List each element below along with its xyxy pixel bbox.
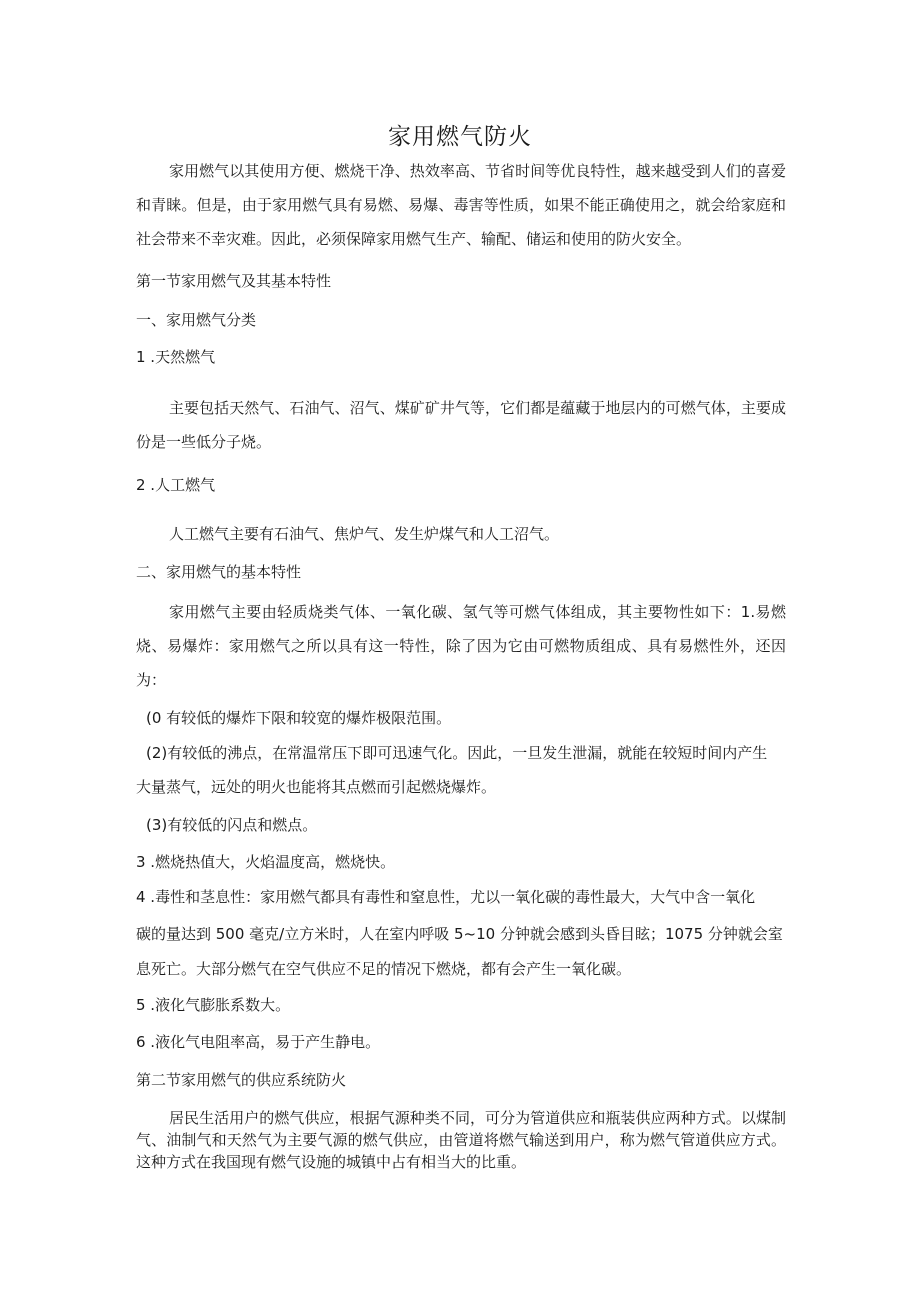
item2-text: 人工燃气主要有石油气、焦炉气、发生炉煤气和人工沼气。 [169,525,560,543]
property-item5: 5 .液化气膨胀系数大。 [136,996,291,1014]
document-title: 家用燃气防火 [388,124,532,150]
item1-text: 主要包括天然气、石油气、沼气、煤矿矿井气等，它们都是蕴藏于地层内的可燃气体，主要成份是一些低分子烧。 [136,399,786,451]
property-item4-line1: 4 .毒性和茎息性：家用燃气都具有毒性和窒息性，尤以一氧化碳的毒性最大，大气中含一氧化 [136,888,756,906]
property-item4-line2: 碳的量达到 500 毫克/立方米时，人在室内呼吸 5~10 分钟就会感到头昏目眩；1075 分钟就会室 [136,925,783,943]
property-sub2-line1: (2)有较低的沸点，在常温常压下即可迅速气化。因此，一旦发生泄漏，就能在较短时间内产生 [146,744,768,762]
part2-heading: 二、家用燃气的基本特性 [136,563,302,581]
item2-label: 2 .人工燃气 [136,476,216,494]
section2-text: 居民生活用户的燃气供应，根据气源种类不同，可分为管道供应和瓶装供应两种方式。以煤制气、油制气和天然气为主要气源的燃气供应，由管道将燃气输送到用户，称为燃气管道供应方式。这种方式在我国现有燃气设施的城镇中占有相当大的比重。 [136,1109,786,1171]
section1-heading: 第一节家用燃气及其基本特性 [136,272,332,290]
property-item6: 6 .液化气电阻率高，易于产生静电。 [136,1033,381,1051]
part1-heading: 一、家用燃气分类 [136,311,257,329]
property-item4-line3: 息死亡。大部分燃气在空气供应不足的情况下燃烧，都有会产生一氧化碳。 [136,960,632,978]
property-sub1: (0 有较低的爆炸下限和较宽的爆炸极限范围。 [146,709,452,727]
property-item3: 3 .燃烧热值大，火焰温度高，燃烧快。 [136,853,396,871]
section2-heading: 第二节家用燃气的供应系统防火 [136,1071,347,1089]
part2-text: 家用燃气主要由轻质烧类气体、一氧化碳、氢气等可燃气体组成，其主要物性如下：1.易燃烧、易爆炸：家用燃气之所以具有这一特性，除了因为它由可燃物质组成、具有易燃性外，还因为： [136,603,786,689]
property-sub2-line2: 大量蒸气，远处的明火也能将其点燃而引起燃烧爆炸。 [136,778,497,796]
property-sub3: (3)有较低的闪点和燃点。 [146,816,318,834]
intro-paragraph: 家用燃气以其使用方便、燃烧干净、热效率高、节省时间等优良特性，越来越受到人们的喜爱和青睐。但是，由于家用燃气具有易燃、易爆、毒害等性质，如果不能正确使用之，就会给家庭和社会带来不幸灾难。因此，必须保障家用燃气生产、输配、储运和使用的防火安全。 [136,162,786,248]
item1-label: 1 .天然燃气 [136,348,216,366]
